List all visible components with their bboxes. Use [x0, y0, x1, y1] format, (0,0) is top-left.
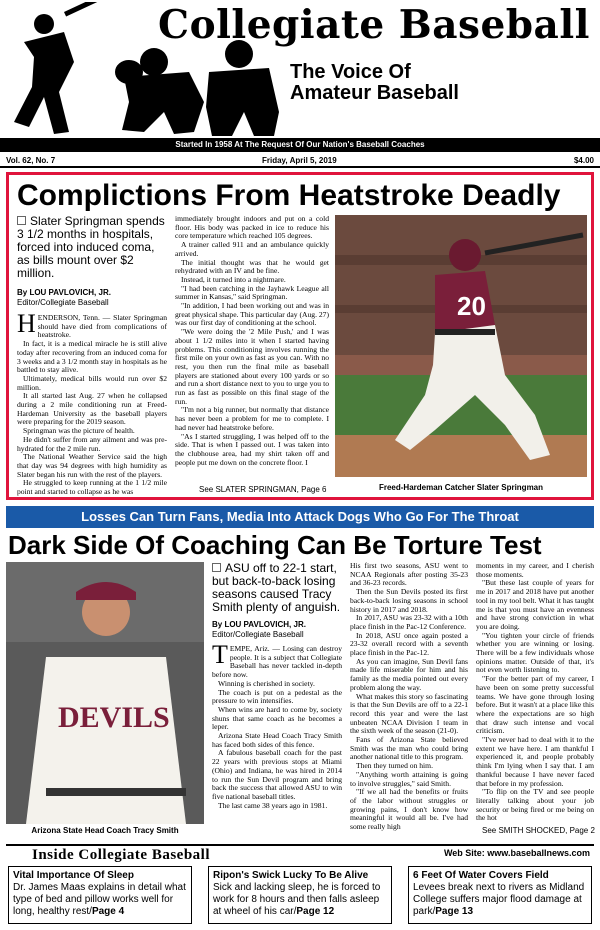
paragraph: Arizona State Head Coach Tracy Smith has faced both sides of this fence.	[212, 731, 342, 749]
masthead	[0, 0, 600, 149]
teaser-text: Dr. James Maas explains in detail what type of bed and pillow works well for long, healthy rest/	[13, 882, 186, 917]
story2-banner: Losses Can Turn Fans, Media Into Attack Dogs Who Go For The Throat	[6, 506, 594, 528]
paragraph: Instead, it turned into a nightmare.	[181, 274, 286, 284]
lead-story-jump[interactable]: See SLATER SPRINGMAN, Page 6	[199, 485, 327, 494]
paragraph: The coach is put on a pedestal as the pressure to win intensifies.	[212, 687, 342, 706]
website-link[interactable]: Web Site: www.baseballnews.com	[443, 848, 590, 858]
paragraph: ENDERSON, Tenn. — Slater Springman should have died from complications of heatstroke.	[37, 313, 167, 340]
teaser-box[interactable]	[208, 866, 392, 924]
jersey-number: 20	[457, 291, 486, 321]
byline-name: By LOU PAVLOVICH, JR.	[212, 620, 306, 629]
lead-story-deck	[17, 215, 167, 280]
teaser-text: Sick and lacking sleep, he is forced to work for 8 hours and then falls asleep at wheel of his car/	[213, 882, 381, 917]
paragraph: "I'm not a big runner, but normally that distance has never been a problem for me to complete. I had never had heatstroke before.	[175, 405, 329, 432]
lead-story-byline	[17, 288, 167, 308]
paragraph: As you can imagine, Sun Devil fans made life miserable for him and his family as the media pointed out every problem along the way.	[350, 656, 468, 692]
paragraph: It all started last Aug. 27 when he collapsed during a 2 mile conditioning run at Freed-Hardeman University as the baseball players were preparing for the 2019 season.	[17, 391, 167, 427]
issue-volume: Vol. 62, No. 7	[6, 156, 56, 165]
story2-photo-caption: Arizona State Head Coach Tracy Smith	[31, 826, 179, 835]
issue-price: $4.00	[573, 156, 594, 165]
paragraph: "Anything worth attaining is going to involve struggles," said Smith.	[350, 769, 468, 788]
teaser-page: Page 4	[91, 906, 125, 917]
story2-body-col-2	[350, 562, 468, 832]
paragraph: "To flip on the TV and see people literally talking about your job security or being fired or me being on the hot	[476, 787, 594, 823]
teaser-title: Vital Importance Of Sleep	[13, 870, 134, 881]
teaser-box[interactable]	[408, 866, 592, 924]
masthead-tagline: Started In 1958 At The Request Of Our Nation's Baseball Coaches	[0, 138, 600, 152]
paragraph: In 2017, ASU was 23-32 with a 10th place finish in the Pac-12 Conference.	[350, 613, 468, 631]
paragraph: Winning is cherished in society.	[218, 678, 315, 688]
story2-jump[interactable]: See SMITH SHOCKED, Page 2	[482, 826, 595, 835]
paragraph: Fans of Arizona State believed Smith was the man who could bring another national title to this program.	[350, 735, 468, 762]
paragraph: immediately brought indoors and put on a cold floor. His body was packed in ice to reduce his core temperature which reached 105 degrees.	[175, 214, 329, 241]
paragraph: The National Weather Service said the high that day was 94 degrees with high humidity as Slater began his run with the rest of the players.	[17, 452, 167, 479]
issue-date: Friday, April 5, 2019	[262, 156, 337, 165]
teaser-title: Ripon's Swick Lucky To Be Alive	[213, 870, 369, 881]
paragraph: In fact, it is a medical miracle he is still alive today after recovering from an induced coma for 3 weeks and a 3 1/2 month stay in hospitals as he battled to stay alive.	[17, 339, 167, 375]
paragraph: He struggled to keep running at the 1 1/2 mile point and started to collapse as he was	[17, 478, 167, 497]
story2-headline: Dark Side Of Coaching Can Be Torture Test	[8, 530, 542, 560]
paragraph: Then they turned on him.	[356, 761, 433, 771]
paragraph: EMPE, Ariz. — Losing can destroy people. It is a subject that Collegiate Baseball has never tackled in-depth before now.	[212, 644, 342, 680]
story2-col-1	[212, 562, 342, 810]
teaser-body	[13, 882, 187, 918]
teaser-body	[213, 882, 387, 918]
paragraph: In 2018, ASU once again posted a 23-32 overall record with a seventh place finish in the Pac-12.	[350, 630, 468, 658]
slogan-line-2: Amateur Baseball	[290, 82, 459, 104]
teaser-page: Page 12	[296, 906, 335, 917]
issue-info-row	[0, 154, 600, 168]
lead-story-body-col-1	[17, 309, 167, 497]
paragraph: When wins are hard to come by, society shuns that same coach as he becomes a leper.	[212, 704, 342, 732]
paragraph: "As I started struggling, I was helped off to the side. That is when I passed out. I was taken into the clubhouse area, had my shirt taken off and people put me down on the concrete floor. I	[175, 431, 329, 467]
coach-photo	[6, 562, 204, 824]
paragraph: "I've never had to deal with it to the extent we have here. I am thankful I experienced it, and people probably think I'm lying when I say that. I am thankful because I have never faced that before in my profession.	[476, 735, 594, 788]
teaser-page: Page 13	[435, 906, 474, 917]
teaser-body	[413, 882, 587, 918]
story2-body-col-3	[476, 562, 594, 823]
inside-title: Inside Collegiate Baseball	[32, 847, 211, 863]
paragraph: A fabulous baseball coach for the past 22 years with previous stops at Miami (Ohio) and Indiana, he was hired in 2014 to run the Sun Devil program and bring back the success that allowed ASU to win five national baseball titles.	[212, 748, 342, 801]
checkbox-bullet-icon	[212, 563, 221, 572]
lead-story-col-1	[17, 215, 167, 497]
paragraph: "For the better part of my career, I have been on some pretty successful teams. We have gone through losing before. But it wasn't at a place like this where the expectations are so high that draw such intense and vocal criticism.	[476, 674, 594, 736]
paragraph: The initial thought was that he would get rehydrated with an IV and be fine.	[175, 257, 329, 276]
paragraph: "I had been catching in the Jayhawk League all summer in Kansas," said Springman.	[175, 283, 329, 302]
checkbox-bullet-icon	[17, 216, 26, 225]
paragraph: Springman was the picture of health.	[23, 426, 135, 436]
inside-section-header	[6, 844, 594, 862]
paragraph: "If we all had the benefits or fruits of the labor without struggles or growing pains, I don't know how meaningful it would all be. I've had some really high	[350, 787, 468, 832]
paragraph: The last came 38 years ago in 1981.	[218, 800, 328, 810]
lead-story-body-col-2	[175, 215, 329, 467]
byline-name: By LOU PAVLOVICH, JR.	[17, 288, 111, 297]
teaser-text: Levees break next to rivers as Midland College suffers major flood damage at park/	[413, 882, 585, 917]
paragraph: What makes this story so fascinating is that the Sun Devils are off to a 22-1 record this year and were the last unbeaten NCAA Division I team in the sixth week of the season (21-0).	[350, 691, 468, 736]
story2-body-col-1	[212, 640, 342, 810]
paragraph: "But these last couple of years for me in 2017 and 2018 have put another tool in my tool belt. What it has taught me is that you must have an evenness and have strong conviction in what you are doing.	[476, 578, 594, 631]
paragraph: moments in my career, and I cherish those moments.	[476, 561, 594, 579]
story2-byline	[212, 620, 342, 640]
paragraph: "We were doing the '2 Mile Push,' and I was about 1 1/2 miles into it when I started having problems. This conditioning involves running the first mile on your own as fast as you can. With no rest, you then run the final mile as baseball players are stationed about every 100 yards or so and run a short distance next to you to urge you to run as fast as possible on this final stage of the run.	[175, 327, 329, 406]
teaser-box[interactable]	[8, 866, 192, 924]
paragraph: Then the Sun Devils posted its first back-to-back losing seasons in school history in 2017 and 2018.	[350, 587, 468, 614]
byline-title: Editor/Collegiate Baseball	[212, 630, 304, 639]
lead-story-col-2	[175, 215, 329, 467]
catcher-photo	[335, 215, 587, 477]
paragraph: Ultimately, medical bills would run over $2 million.	[17, 373, 167, 392]
masthead-title: Collegiate Baseball	[158, 2, 590, 48]
byline-title: Editor/Collegiate Baseball	[17, 298, 109, 307]
lead-story-photo-caption: Freed-Hardeman Catcher Slater Springman	[378, 483, 544, 492]
masthead-slogan	[290, 62, 459, 104]
drop-cap: T	[212, 640, 228, 669]
lead-story-headline: Complictions From Heatstroke Deadly	[17, 179, 561, 212]
slogan-line-1: The Voice Of	[290, 61, 411, 83]
deck-text: Slater Springman spends 3 1/2 months in hospitals, forced into induced coma, as bills mount over $2 million.	[17, 214, 165, 280]
paragraph: A trainer called 911 and an ambulance quickly arrived.	[175, 240, 329, 258]
coach-jersey-text: DEVILS	[58, 701, 170, 734]
drop-cap: H	[17, 309, 36, 338]
deck-text: ASU off to 22-1 start, but back-to-back losing seasons caused Tracy Smith plenty of anguish.	[212, 561, 341, 614]
paragraph: "In addition, I had been working out and was in great physical shape. This particular day (Aug. 27) was our first day of conditioning at the school.	[175, 301, 330, 328]
paragraph: His first two seasons, ASU went to NCAA Regionals after posting 35-23 and 36-23 records.	[350, 561, 468, 588]
paragraph: He didn't suffer from any ailment and was pre-hydrated for the 2 mile run.	[17, 434, 167, 453]
teaser-title: 6 Feet Of Water Covers Field	[413, 870, 549, 881]
lead-story	[6, 172, 594, 500]
paragraph: "You tighten your circle of friends whether you are winning or losing. There will be a few individuals whose opinions matter. Outside of that, it's not even worth listening to.	[476, 630, 594, 675]
story2-deck	[212, 562, 342, 614]
